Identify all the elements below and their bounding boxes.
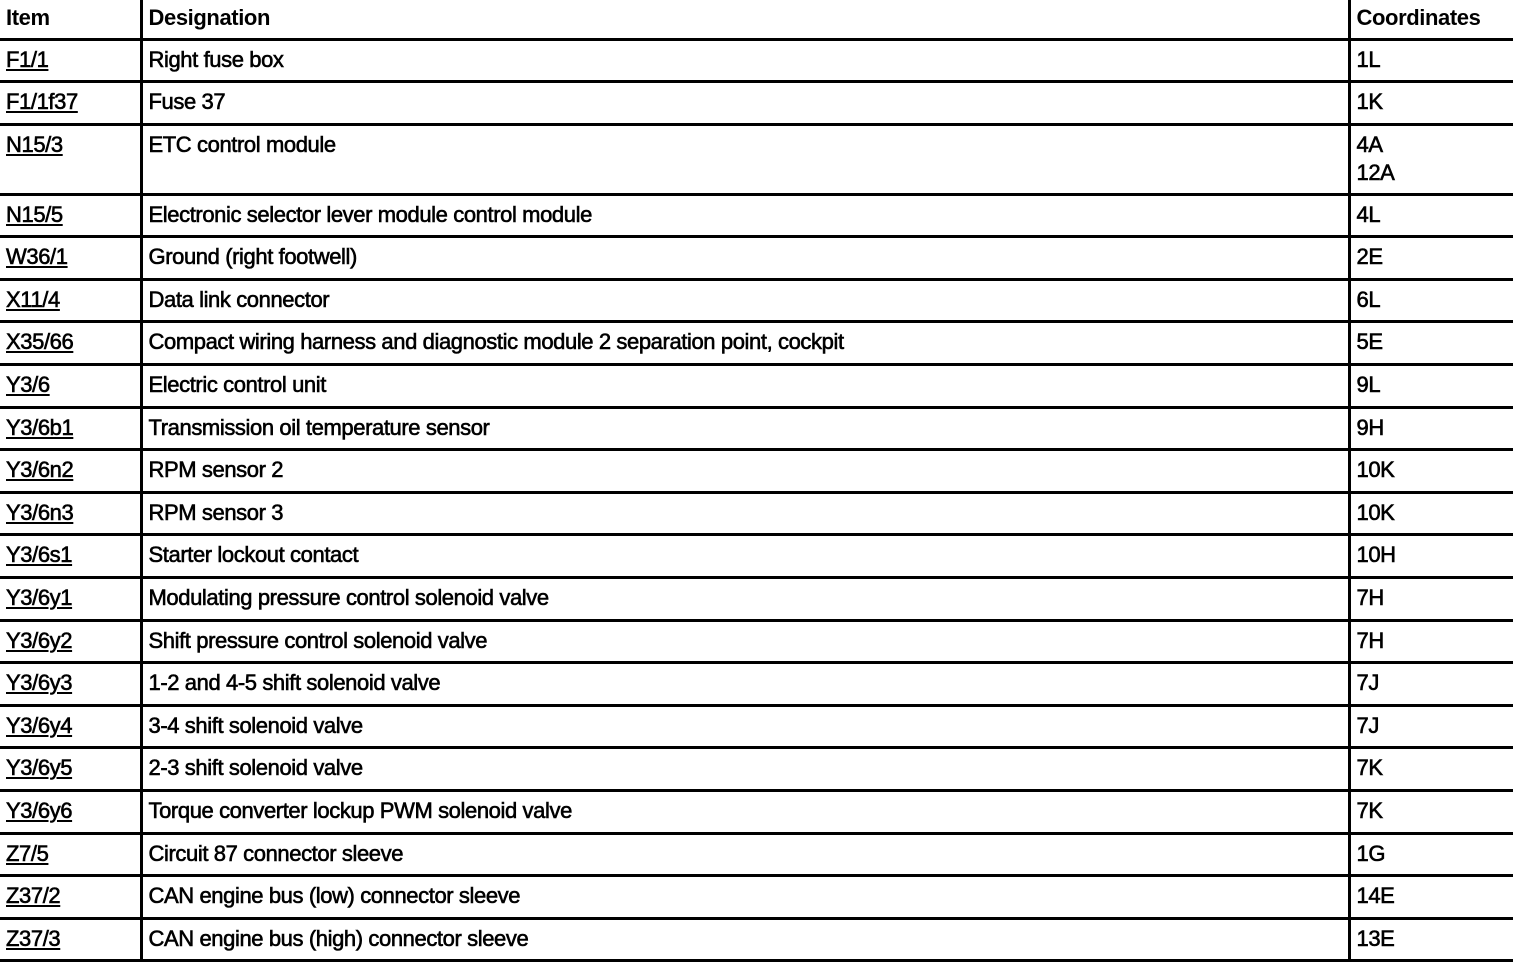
coordinates-cell — [1349, 578, 1513, 621]
designation-cell: Transmission oil temperature sensor — [141, 407, 1349, 450]
coordinate-value: 1K — [1356, 89, 1383, 115]
item-link[interactable]: X11/4 — [6, 286, 60, 312]
item-link[interactable]: Y3/6y5 — [6, 755, 73, 781]
table-row — [0, 876, 1513, 919]
coordinate-value: 9L — [1356, 372, 1381, 398]
coordinates-cell — [1349, 124, 1513, 194]
coordinates-cell — [1349, 39, 1513, 82]
coordinates-cell — [1349, 322, 1513, 365]
coordinate-value: 7H — [1356, 585, 1384, 611]
item-cell — [0, 39, 141, 82]
designation-cell: Right fuse box — [141, 39, 1349, 82]
header-row — [0, 0, 1513, 39]
table-row — [0, 237, 1513, 280]
item-link[interactable]: N15/3 — [6, 131, 63, 157]
coordinates-cell — [1349, 663, 1513, 706]
coordinate-value: 6L — [1356, 286, 1381, 312]
coordinates-cell — [1349, 450, 1513, 493]
item-cell — [0, 237, 141, 280]
item-cell — [0, 833, 141, 876]
item-cell — [0, 450, 141, 493]
designation-cell: Data link connector — [141, 279, 1349, 322]
designation-cell: Electric control unit — [141, 365, 1349, 408]
coordinate-value: 1L — [1356, 46, 1381, 72]
designation-cell: Ground (right footwell) — [141, 237, 1349, 280]
item-cell — [0, 663, 141, 706]
coordinate-value: 14E — [1356, 883, 1395, 909]
designation-cell: ETC control module — [141, 124, 1349, 194]
table-row — [0, 322, 1513, 365]
item-link[interactable]: Z37/2 — [6, 883, 61, 909]
column-header-item: Item — [0, 0, 141, 39]
table-row — [0, 748, 1513, 791]
table-row — [0, 705, 1513, 748]
coordinate-value: 7H — [1356, 627, 1384, 653]
table-row — [0, 833, 1513, 876]
column-header-coordinates: Coordinates — [1349, 0, 1513, 39]
designation-cell: 3-4 shift solenoid valve — [141, 705, 1349, 748]
coordinates-cell — [1349, 748, 1513, 791]
item-cell — [0, 748, 141, 791]
item-link[interactable]: X35/66 — [6, 329, 74, 355]
coordinate-value: 4A — [1356, 131, 1383, 157]
item-cell — [0, 279, 141, 322]
item-cell — [0, 918, 141, 961]
table-row — [0, 620, 1513, 663]
coordinate-value: 5E — [1356, 329, 1383, 355]
item-link[interactable]: Y3/6y4 — [6, 712, 73, 738]
item-link[interactable]: Y3/6 — [6, 372, 50, 398]
coordinates-cell — [1349, 492, 1513, 535]
coordinate-value: 7J — [1356, 670, 1379, 696]
coordinates-cell — [1349, 535, 1513, 578]
coordinates-cell — [1349, 833, 1513, 876]
coordinate-value: 2E — [1356, 244, 1383, 270]
table-row — [0, 535, 1513, 578]
table-row — [0, 918, 1513, 961]
item-link[interactable]: Y3/6y2 — [6, 627, 73, 653]
item-cell — [0, 82, 141, 125]
item-cell — [0, 578, 141, 621]
coordinate-value: 7K — [1356, 798, 1383, 823]
designation-cell: 1-2 and 4-5 shift solenoid valve — [141, 663, 1349, 706]
item-cell — [0, 124, 141, 194]
item-link[interactable]: F1/1f37 — [6, 89, 78, 115]
coordinate-value: 4L — [1356, 201, 1381, 227]
item-cell — [0, 492, 141, 535]
designation-cell: RPM sensor 3 — [141, 492, 1349, 535]
item-link[interactable]: Y3/6b1 — [6, 414, 74, 440]
item-link[interactable]: Y3/6n3 — [6, 499, 74, 525]
table-row — [0, 450, 1513, 493]
coordinates-cell — [1349, 620, 1513, 663]
item-link[interactable]: W36/1 — [6, 244, 68, 270]
designation-cell: Starter lockout contact — [141, 535, 1349, 578]
item-link[interactable]: Y3/6y3 — [6, 670, 73, 696]
coordinates-cell — [1349, 365, 1513, 408]
coordinate-value: 13E — [1356, 925, 1395, 951]
table-body — [0, 39, 1513, 961]
item-cell — [0, 535, 141, 578]
designation-cell: Fuse 37 — [141, 82, 1349, 125]
designation-cell: Electronic selector lever module control module — [141, 194, 1349, 237]
coordinates-cell — [1349, 876, 1513, 919]
coordinates-cell — [1349, 279, 1513, 322]
item-cell — [0, 365, 141, 408]
item-cell — [0, 620, 141, 663]
coordinates-cell — [1349, 237, 1513, 280]
item-cell — [0, 705, 141, 748]
designation-cell: CAN engine bus (low) connector sleeve — [141, 876, 1349, 919]
coordinates-cell — [1349, 194, 1513, 237]
column-header-designation: Designation — [141, 0, 1349, 39]
table-row — [0, 124, 1513, 194]
table-row — [0, 492, 1513, 535]
coordinate-value: 7K — [1356, 755, 1383, 781]
coordinates-cell — [1349, 791, 1513, 834]
coordinate-value: 10K — [1356, 457, 1395, 483]
item-link[interactable]: Z7/5 — [6, 840, 49, 866]
coordinate-value: 9H — [1356, 414, 1384, 440]
item-link[interactable]: F1/1 — [6, 46, 49, 72]
designation-cell: CAN engine bus (high) connector sleeve — [141, 918, 1349, 961]
item-link[interactable]: Z37/3 — [6, 925, 61, 951]
coordinates-cell — [1349, 82, 1513, 125]
item-cell — [0, 876, 141, 919]
designation-cell: Shift pressure control solenoid valve — [141, 620, 1349, 663]
designation-cell: Torque converter lockup PWM solenoid valve — [141, 791, 1349, 834]
item-cell — [0, 322, 141, 365]
table-row — [0, 279, 1513, 322]
coordinates-cell — [1349, 407, 1513, 450]
coordinates-cell — [1349, 705, 1513, 748]
table-row — [0, 791, 1513, 834]
item-link[interactable]: Y3/6s1 — [6, 542, 73, 568]
table-row — [0, 82, 1513, 125]
coordinate-value: 7J — [1356, 712, 1379, 738]
designation-cell: Modulating pressure control solenoid valve — [141, 578, 1349, 621]
item-cell — [0, 407, 141, 450]
item-link[interactable]: Y3/6y1 — [6, 585, 73, 611]
item-link[interactable]: Y3/6y6 — [6, 798, 73, 823]
item-link[interactable]: Y3/6n2 — [6, 457, 74, 483]
designation-cell: Compact wiring harness and diagnostic module 2 separation point, cockpit — [141, 322, 1349, 365]
table-row — [0, 578, 1513, 621]
coordinate-value: 10H — [1356, 542, 1396, 568]
table-row — [0, 365, 1513, 408]
coordinate-value: 12A — [1356, 159, 1395, 185]
item-cell — [0, 194, 141, 237]
coordinate-value: 10K — [1356, 499, 1395, 525]
item-cell — [0, 791, 141, 834]
designation-cell: 2-3 shift solenoid valve — [141, 748, 1349, 791]
coordinates-cell — [1349, 918, 1513, 961]
designation-cell: Circuit 87 connector sleeve — [141, 833, 1349, 876]
table-row — [0, 663, 1513, 706]
table-row — [0, 407, 1513, 450]
item-link[interactable]: N15/5 — [6, 201, 63, 227]
coordinate-value: 1G — [1356, 840, 1386, 866]
table-row — [0, 194, 1513, 237]
table-row — [0, 39, 1513, 82]
designation-cell: RPM sensor 2 — [141, 450, 1349, 493]
